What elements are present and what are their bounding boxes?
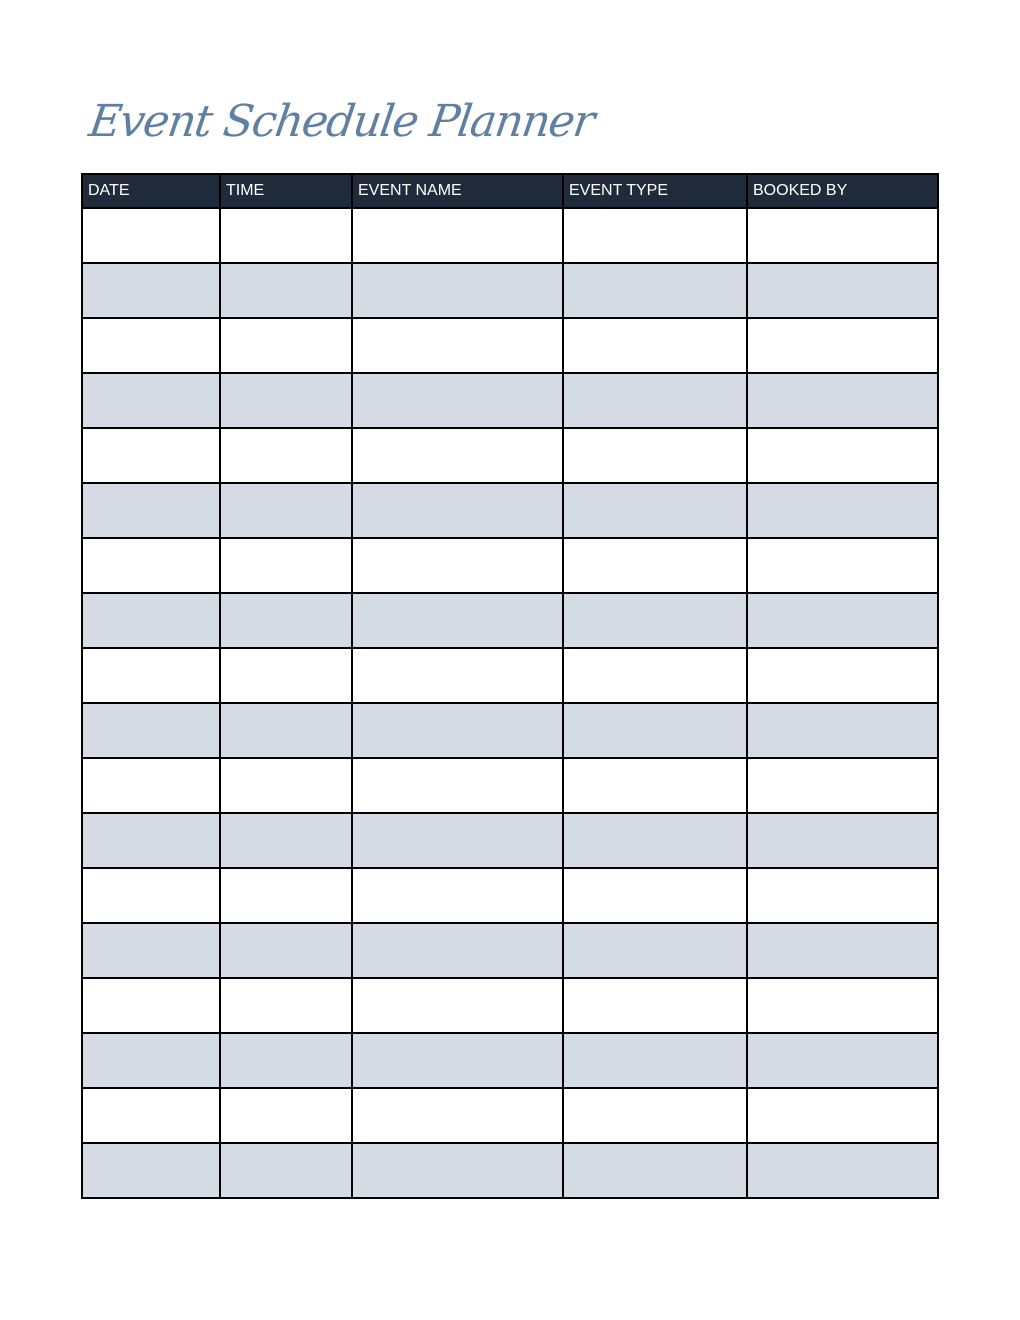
table-row: [82, 428, 938, 483]
cell-event-type[interactable]: [563, 373, 747, 428]
cell-event-name[interactable]: [352, 1088, 563, 1143]
cell-date[interactable]: [82, 1033, 220, 1088]
cell-booked-by[interactable]: [747, 428, 938, 483]
cell-event-name[interactable]: [352, 263, 563, 318]
cell-date[interactable]: [82, 868, 220, 923]
cell-event-type[interactable]: [563, 1143, 747, 1198]
cell-event-type[interactable]: [563, 923, 747, 978]
cell-event-type[interactable]: [563, 1033, 747, 1088]
table-row: [82, 593, 938, 648]
cell-booked-by[interactable]: [747, 538, 938, 593]
cell-booked-by[interactable]: [747, 263, 938, 318]
cell-event-name[interactable]: [352, 483, 563, 538]
cell-time[interactable]: [220, 538, 352, 593]
cell-event-name[interactable]: [352, 923, 563, 978]
cell-event-name[interactable]: [352, 813, 563, 868]
table-body: [82, 208, 938, 1198]
cell-event-name[interactable]: [352, 1033, 563, 1088]
cell-time[interactable]: [220, 923, 352, 978]
cell-event-type[interactable]: [563, 978, 747, 1033]
cell-time[interactable]: [220, 318, 352, 373]
table-row: [82, 923, 938, 978]
cell-event-type[interactable]: [563, 648, 747, 703]
cell-date[interactable]: [82, 758, 220, 813]
cell-booked-by[interactable]: [747, 483, 938, 538]
cell-date[interactable]: [82, 428, 220, 483]
table-row: [82, 318, 938, 373]
cell-event-name[interactable]: [352, 978, 563, 1033]
cell-event-name[interactable]: [352, 208, 563, 263]
cell-event-name[interactable]: [352, 593, 563, 648]
cell-time[interactable]: [220, 428, 352, 483]
column-header-event-type: EVENT TYPE: [563, 174, 747, 208]
cell-time[interactable]: [220, 648, 352, 703]
cell-booked-by[interactable]: [747, 868, 938, 923]
cell-date[interactable]: [82, 593, 220, 648]
cell-time[interactable]: [220, 758, 352, 813]
cell-event-type[interactable]: [563, 318, 747, 373]
cell-time[interactable]: [220, 1033, 352, 1088]
schedule-table: [81, 173, 939, 1199]
column-header-booked-by: BOOKED BY: [747, 174, 938, 208]
cell-booked-by[interactable]: [747, 978, 938, 1033]
cell-booked-by[interactable]: [747, 1143, 938, 1198]
cell-event-name[interactable]: [352, 1143, 563, 1198]
cell-event-name[interactable]: [352, 758, 563, 813]
cell-date[interactable]: [82, 263, 220, 318]
cell-event-type[interactable]: [563, 593, 747, 648]
table-row: [82, 703, 938, 758]
cell-booked-by[interactable]: [747, 648, 938, 703]
cell-time[interactable]: [220, 813, 352, 868]
cell-date[interactable]: [82, 483, 220, 538]
cell-time[interactable]: [220, 868, 352, 923]
cell-event-name[interactable]: [352, 318, 563, 373]
cell-date[interactable]: [82, 813, 220, 868]
cell-event-type[interactable]: [563, 208, 747, 263]
cell-date[interactable]: [82, 1143, 220, 1198]
table-row: [82, 483, 938, 538]
cell-booked-by[interactable]: [747, 208, 938, 263]
cell-time[interactable]: [220, 593, 352, 648]
cell-booked-by[interactable]: [747, 373, 938, 428]
cell-event-type[interactable]: [563, 868, 747, 923]
cell-event-type[interactable]: [563, 1088, 747, 1143]
cell-date[interactable]: [82, 1088, 220, 1143]
cell-time[interactable]: [220, 1088, 352, 1143]
cell-time[interactable]: [220, 263, 352, 318]
cell-event-name[interactable]: [352, 428, 563, 483]
table-row: [82, 1143, 938, 1198]
cell-booked-by[interactable]: [747, 318, 938, 373]
table-row: [82, 648, 938, 703]
cell-event-name[interactable]: [352, 538, 563, 593]
column-header-time: TIME: [220, 174, 352, 208]
cell-date[interactable]: [82, 318, 220, 373]
table-row: [82, 813, 938, 868]
table-row: [82, 1033, 938, 1088]
cell-time[interactable]: [220, 483, 352, 538]
cell-booked-by[interactable]: [747, 1033, 938, 1088]
cell-booked-by[interactable]: [747, 758, 938, 813]
cell-event-type[interactable]: [563, 263, 747, 318]
cell-event-type[interactable]: [563, 813, 747, 868]
table-row: [82, 208, 938, 263]
cell-booked-by[interactable]: [747, 593, 938, 648]
column-header-event-name: EVENT NAME: [352, 174, 563, 208]
table-row: [82, 1088, 938, 1143]
cell-event-type[interactable]: [563, 538, 747, 593]
cell-date[interactable]: [82, 538, 220, 593]
table-row: [82, 758, 938, 813]
cell-date[interactable]: [82, 923, 220, 978]
cell-booked-by[interactable]: [747, 703, 938, 758]
cell-booked-by[interactable]: [747, 1088, 938, 1143]
cell-event-type[interactable]: [563, 483, 747, 538]
cell-time[interactable]: [220, 208, 352, 263]
cell-booked-by[interactable]: [747, 923, 938, 978]
page-title: Event Schedule Planner: [86, 96, 597, 147]
cell-time[interactable]: [220, 373, 352, 428]
cell-event-type[interactable]: [563, 703, 747, 758]
cell-date[interactable]: [82, 703, 220, 758]
cell-time[interactable]: [220, 978, 352, 1033]
cell-event-type[interactable]: [563, 758, 747, 813]
cell-event-name[interactable]: [352, 373, 563, 428]
table-row: [82, 978, 938, 1033]
cell-time[interactable]: [220, 1143, 352, 1198]
cell-date[interactable]: [82, 208, 220, 263]
cell-event-name[interactable]: [352, 648, 563, 703]
column-header-date: DATE: [82, 174, 220, 208]
cell-event-type[interactable]: [563, 428, 747, 483]
cell-event-name[interactable]: [352, 868, 563, 923]
cell-date[interactable]: [82, 648, 220, 703]
table-row: [82, 538, 938, 593]
cell-time[interactable]: [220, 703, 352, 758]
table-row: [82, 373, 938, 428]
cell-booked-by[interactable]: [747, 813, 938, 868]
table-header-row: [82, 174, 938, 208]
table-row: [82, 868, 938, 923]
cell-date[interactable]: [82, 373, 220, 428]
cell-date[interactable]: [82, 978, 220, 1033]
table-row: [82, 263, 938, 318]
cell-event-name[interactable]: [352, 703, 563, 758]
